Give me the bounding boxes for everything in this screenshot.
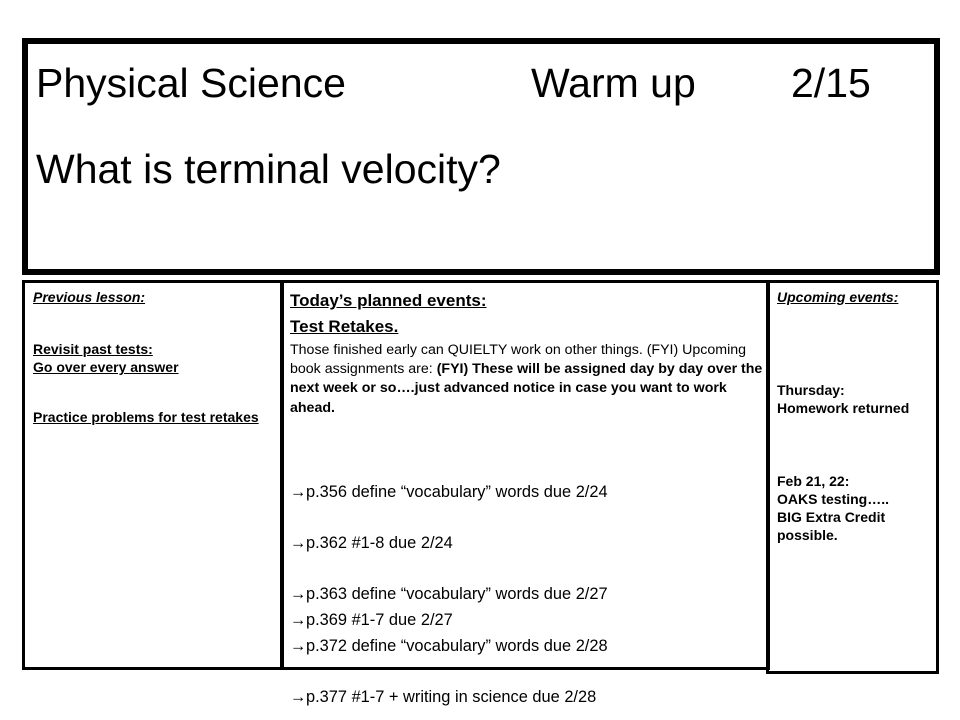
assignment-item <box>290 584 608 604</box>
upcoming-event-item: Thursday: Homework returned <box>777 382 910 416</box>
assignment-text: p.377 #1-7 + writing in science due 2/28 <box>306 688 597 706</box>
arrow-right-icon: → <box>290 637 307 655</box>
assignment-text: p.372 define “vocabulary” words due 2/28 <box>306 637 608 655</box>
arrow-right-icon: → <box>290 534 307 552</box>
arrow-right-icon: → <box>290 483 307 501</box>
upcoming-event-item: Feb 21, 22: OAKS testing….. BIG Extra Credit possible. <box>777 473 890 543</box>
warmup-question: What is terminal velocity? <box>36 146 501 192</box>
assignment-item <box>290 482 608 502</box>
todays-events-note <box>290 341 765 418</box>
assignment-item <box>290 610 453 630</box>
assignment-text: p.356 define “vocabulary” words due 2/24 <box>306 483 608 501</box>
assignment-text: p.363 define “vocabulary” words due 2/27 <box>306 585 608 603</box>
previous-lesson-heading: Previous lesson: <box>33 289 146 305</box>
warmup-label: Warm up <box>531 60 696 106</box>
arrow-right-icon: → <box>290 585 307 603</box>
note-plain-text: Those finished early can QUIELTY work on other things. (FYI) Upcoming book assignments are: <box>290 342 747 378</box>
previous-lesson-item: Practice problems for test retakes <box>33 409 259 425</box>
assignment-text: p.369 #1-7 due 2/27 <box>306 611 453 629</box>
note-bold-text: (FYI) These will be assigned day by day over the next week or so….just advanced notice in case you want to work ahead. <box>290 361 763 416</box>
assignment-item <box>290 636 608 656</box>
upcoming-events-heading: Upcoming events: <box>777 289 899 305</box>
arrow-right-icon: → <box>290 611 307 629</box>
todays-events-heading: Today’s planned events: <box>290 291 487 310</box>
test-retakes-heading: Test Retakes. <box>290 317 399 336</box>
assignment-text: p.362 #1-8 due 2/24 <box>306 534 453 552</box>
previous-lesson-panel <box>22 280 284 670</box>
previous-lesson-item: Revisit past tests: Go over every answer <box>33 341 179 375</box>
warmup-box <box>22 38 940 275</box>
assignment-item <box>290 533 453 553</box>
warmup-date: 2/15 <box>791 60 871 106</box>
arrow-right-icon: → <box>290 688 307 706</box>
course-title: Physical Science <box>36 60 346 106</box>
assignment-item <box>290 687 596 707</box>
